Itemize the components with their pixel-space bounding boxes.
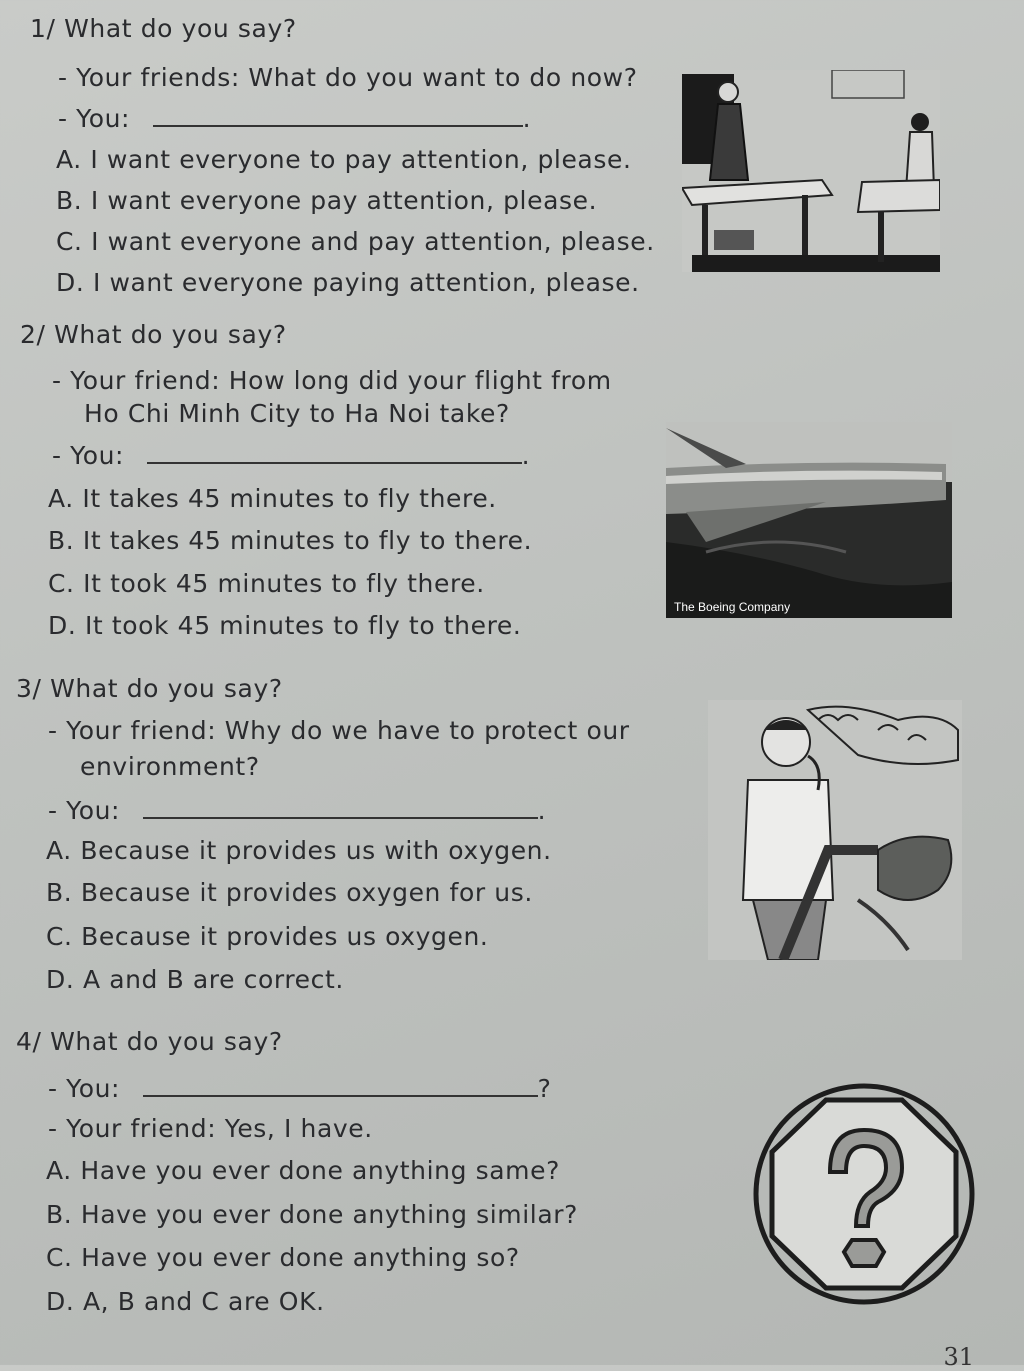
you-label: - You: <box>48 1074 121 1103</box>
classroom-illustration <box>682 70 940 272</box>
end-punctuation: ? <box>537 1074 552 1103</box>
you-label: - You: <box>48 796 121 825</box>
friend-line: - Your friend: Why do we have to protect our <box>48 716 630 745</box>
friend-line: - Your friend: Yes, I have. <box>48 1114 373 1143</box>
option-a[interactable]: A. Because it provides us with oxygen. <box>46 836 552 865</box>
option-c[interactable]: C. It took 45 minutes to fly there. <box>48 569 485 598</box>
option-a[interactable]: A. I want everyone to pay attention, please. <box>56 145 632 174</box>
question-prompt: What do you say? <box>50 1027 283 1056</box>
question-number: 1/ <box>30 14 56 43</box>
option-a[interactable]: A. It takes 45 minutes to fly there. <box>48 484 497 513</box>
option-b[interactable]: B. I want everyone pay attention, please. <box>56 186 598 215</box>
question-number: 3/ <box>16 674 42 703</box>
airplane-photo <box>666 422 952 618</box>
question-4-header <box>16 1027 283 1056</box>
option-a[interactable]: A. Have you ever done anything same? <box>46 1156 560 1185</box>
option-b[interactable]: B. Because it provides oxygen for us. <box>46 878 533 907</box>
you-line <box>52 440 530 470</box>
answer-blank[interactable] <box>143 1073 538 1097</box>
you-line <box>48 1073 552 1103</box>
question-3-header <box>16 674 283 703</box>
option-d[interactable]: D. It took 45 minutes to fly to there. <box>48 611 522 640</box>
question-prompt: What do you say? <box>64 14 297 43</box>
answer-blank[interactable] <box>147 440 522 464</box>
option-d[interactable]: D. A and B are correct. <box>46 965 344 994</box>
question-2-header <box>20 320 287 349</box>
option-b[interactable]: B. Have you ever done anything similar? <box>46 1200 578 1229</box>
friend-line: - Your friend: How long did your flight from <box>52 366 612 395</box>
friend-line-continued: Ho Chi Minh City to Ha Noi take? <box>84 399 510 428</box>
you-line <box>48 795 546 825</box>
option-c[interactable]: C. Have you ever done anything so? <box>46 1243 520 1272</box>
question-1-header <box>30 14 297 43</box>
you-line <box>58 103 531 133</box>
question-mark-octagon-icon <box>752 1080 976 1308</box>
friend-line: - Your friends: What do you want to do now? <box>58 63 638 92</box>
image-caption: The Boeing Company <box>674 600 791 614</box>
option-d[interactable]: D. I want everyone paying attention, please. <box>56 268 640 297</box>
end-punctuation: . <box>522 104 532 133</box>
option-d[interactable]: D. A, B and C are OK. <box>46 1287 325 1316</box>
you-label: - You: <box>52 441 125 470</box>
option-b[interactable]: B. It takes 45 minutes to fly to there. <box>48 526 533 555</box>
page-number: 31 <box>943 1343 974 1371</box>
end-punctuation: . <box>521 441 531 470</box>
answer-blank[interactable] <box>153 103 523 127</box>
friend-line-continued: environment? <box>80 752 260 781</box>
question-prompt: What do you say? <box>54 320 287 349</box>
question-number: 2/ <box>20 320 46 349</box>
end-punctuation: . <box>537 796 547 825</box>
you-label: - You: <box>58 104 131 133</box>
question-number: 4/ <box>16 1027 42 1056</box>
option-c[interactable]: C. I want everyone and pay attention, please. <box>56 227 655 256</box>
question-prompt: What do you say? <box>50 674 283 703</box>
option-c[interactable]: C. Because it provides us oxygen. <box>46 922 489 951</box>
answer-blank[interactable] <box>143 795 538 819</box>
boy-tree-illustration <box>708 700 962 960</box>
